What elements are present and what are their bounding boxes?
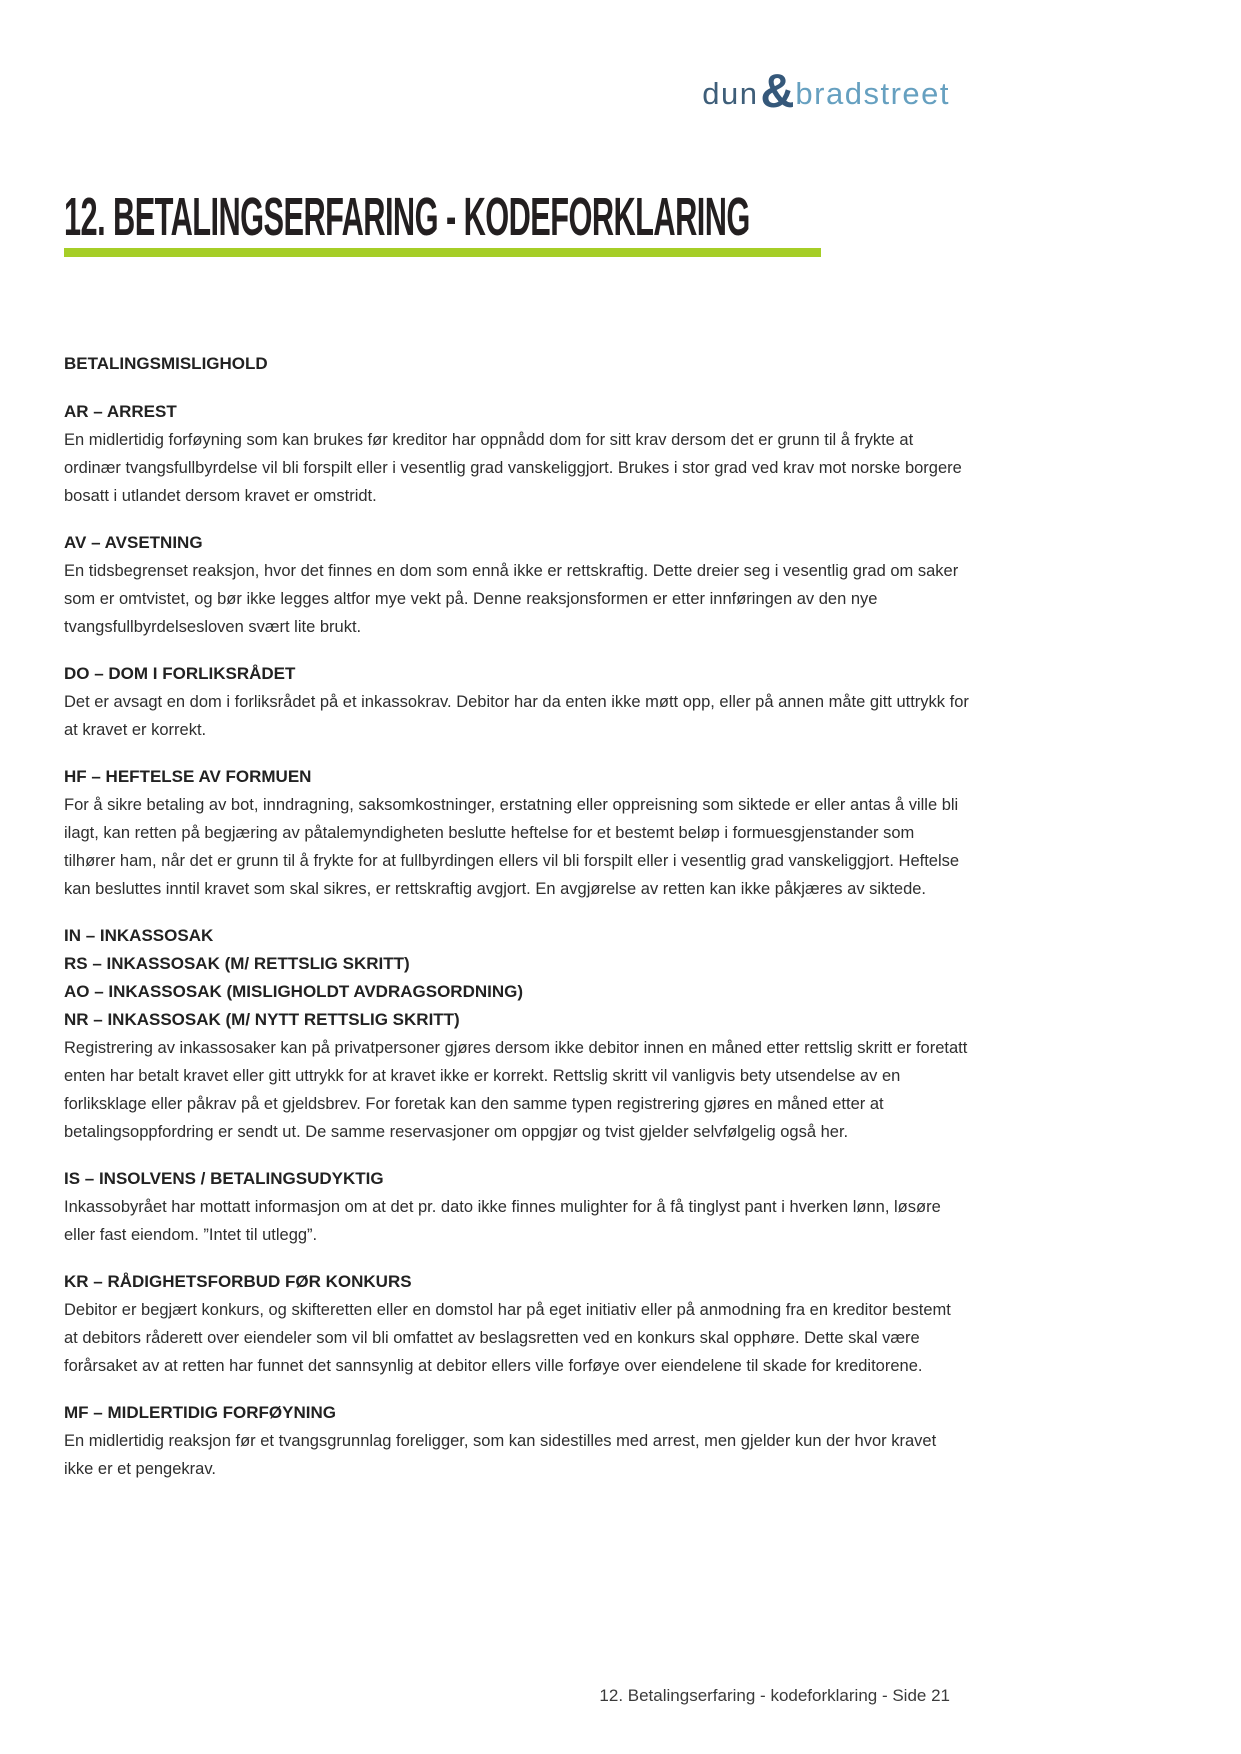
group-title-betalingsmislighold: BETALINGSMISLIGHOLD bbox=[64, 354, 268, 373]
content-area bbox=[64, 350, 969, 1502]
section-mf-midlertidig-forfoyning bbox=[64, 1399, 969, 1483]
section-body: Registrering av inkassosaker kan på privatpersoner gjøres dersom ikke debitor innen en måned etter rettslig skritt er foretatt enten har betalt kravet eller gitt uttrykk for at kravet ikke er korrekt. Rettslig skritt vil vanligvis bety utsendelse av en forliksklage eller påkrav på et gjeldsbrev. For foretak kan den samme typen registrering gjøres en måned etter at betalingsoppfordring er sendt ut. De samme reservasjoner om oppgjør og tvist gjelder selvfølgelig også her. bbox=[64, 1039, 968, 1141]
section-heading: DO – DOM I FORLIKSRÅDET bbox=[64, 664, 296, 683]
section-body: En midlertidig forføyning som kan brukes før kreditor har oppnådd dom for sitt krav dersom det er grunn til å frykte at ordinær tvangsfullbyrdelse vil bli forspilt eller i vesentlig grad vanskeliggjort. Brukes i stor grad ved krav mot norske borgere bosatt i utlandet dersom kravet er omstridt. bbox=[64, 431, 962, 505]
title-accent-bar bbox=[64, 248, 821, 257]
page-footer: 12. Betalingserfaring - kodeforklaring - Side 21 bbox=[599, 1686, 950, 1705]
section-body: For å sikre betaling av bot, inndragning, saksomkostninger, erstatning eller oppreisning som siktede er eller antas å ville bli ilagt, kan retten på begjæring av påtalemyndigheten beslutte heftelse for et bestemt beløp i formuesgjenstander som tilhører ham, når det er grunn til å frykte for at fullbyrdingen ellers vil bli forspilt eller i vesentlig grad vanskeliggjort. Heftelse kan besluttes inntil kravet som skal sikres, er rettskraftig avgjort. En avgjørelse av retten kan ikke påkjæres av siktede. bbox=[64, 796, 960, 898]
section-heading: HF – HEFTELSE AV FORMUEN bbox=[64, 767, 312, 786]
section-body: Debitor er begjært konkurs, og skifteretten eller en domstol har på eget initiativ eller på anmodning fra en kreditor bestemt at debitors råderett over eiendeler som vil bli omfattet av beslagsretten ved en konkurs skal opphøre. Dette skal være forårsaket av at retten har funnet det sannsynlig at debitor ellers ville forføye over eiendelene til skade for kreditorene. bbox=[64, 1301, 951, 1375]
section-is-insolvens bbox=[64, 1165, 969, 1249]
section-body: Det er avsagt en dom i forliksrådet på et inkassokrav. Debitor har da enten ikke møtt opp, eller på annen måte gitt uttrykk for at kravet er korrekt. bbox=[64, 693, 969, 739]
section-heading: IS – INSOLVENS / BETALINGSUDYKTIG bbox=[64, 1169, 384, 1188]
logo-text-dun: dun bbox=[702, 76, 759, 111]
page-title: 12. BETALINGSERFARING - KODEFORKLARING bbox=[64, 187, 750, 247]
section-heading: AV – AVSETNING bbox=[64, 533, 203, 552]
logo-text-bradstreet: bradstreet bbox=[795, 76, 950, 111]
section-heading: IN – INKASSOSAK bbox=[64, 926, 214, 945]
section-ar-arrest bbox=[64, 398, 969, 510]
section-heading: KR – RÅDIGHETSFORBUD FØR KONKURS bbox=[64, 1272, 412, 1291]
section-inkassosak-gruppe bbox=[64, 922, 969, 1146]
section-heading: MF – MIDLERTIDIG FORFØYNING bbox=[64, 1403, 336, 1422]
section-heading: NR – INKASSOSAK (M/ NYTT RETTSLIG SKRITT) bbox=[64, 1010, 460, 1029]
section-body: En midlertidig reaksjon før et tvangsgrunnlag foreligger, som kan sidestilles med arrest, men gjelder kun der hvor kravet ikke er et pengekrav. bbox=[64, 1432, 937, 1478]
section-kr-radighetsforbud bbox=[64, 1268, 969, 1380]
section-body: Inkassobyrået har mottatt informasjon om at det pr. dato ikke finnes mulighter for å få tinglyst pant i hverken lønn, løsøre eller fast eiendom. ”Intet til utlegg”. bbox=[64, 1198, 941, 1244]
section-do-dom-i-forliksradet bbox=[64, 660, 969, 744]
section-heading: RS – INKASSOSAK (M/ RETTSLIG SKRITT) bbox=[64, 954, 410, 973]
section-hf-heftelse-av-formuen bbox=[64, 763, 969, 903]
section-body: En tidsbegrenset reaksjon, hvor det finnes en dom som ennå ikke er rettskraftig. Dette dreier seg i vesentlig grad om saker som er omtvistet, og bør ikke legges altfor mye vekt på. Denne reaksjonsformen er etter innføringen av den nye tvangsfullbyrdelsesloven svært lite brukt. bbox=[64, 562, 959, 636]
section-av-avsetning bbox=[64, 529, 969, 641]
dun-bradstreet-logo bbox=[702, 64, 950, 117]
section-heading: AO – INKASSOSAK (MISLIGHOLDT AVDRAGSORDNING) bbox=[64, 982, 524, 1001]
logo-ampersand-icon: & bbox=[760, 64, 795, 117]
section-heading: AR – ARREST bbox=[64, 402, 177, 421]
